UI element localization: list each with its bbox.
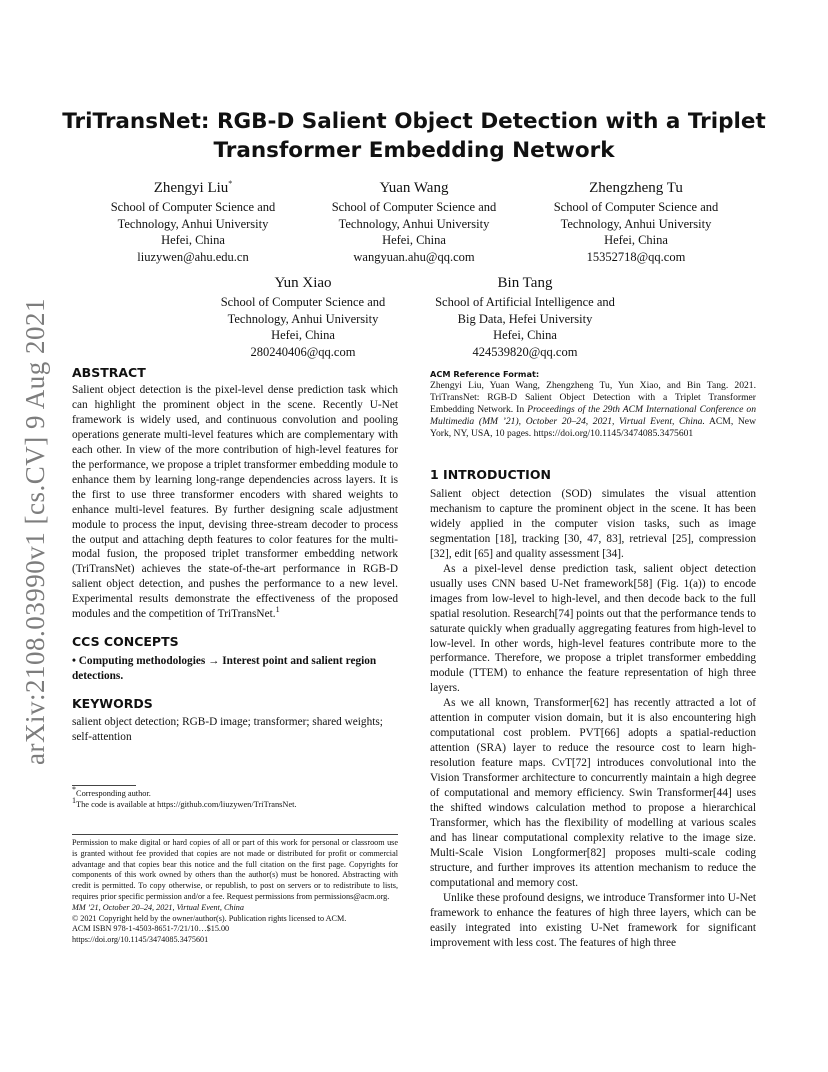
abstract-text: Salient object detection is the pixel-level dense prediction task which can highlight the prominent object in the scene. Recently U-Net framework is widely used, and continuous convolution and pooling operations generate multi-level features which are complementary with each other. In view of the more contribution of high-level features for the performance, we propose a triplet transformer embedding module to enhance them by learning long-range dependencies across layers. It is the first to use three transformer encoders with shared weights to enhance multi-level features. By further designing scale adjustment module to process the input, devising three-stream decoder to process the output and attaching depth features to color features for the multi-modal fusion, the proposed triplet transformer embedding network (TriTransNet) achieves the state-of-the-art performance in RGB-D salient object detection, and pushes the performance to a new level. Experimental results demonstrate the effectiveness of the proposed modules and the competition of TriTransNet.$^1$ [72, 384, 398, 621]
author-affiliation: School of Computer Science and [553, 200, 719, 214]
author-affiliation: Technology, Anhui University [338, 216, 490, 231]
abstract-heading: ABSTRACT [72, 365, 146, 380]
author-block [529, 179, 743, 265]
keywords-text: salient object detection; RGB-D image; transformer; shared weights; self-attention [72, 716, 383, 744]
author-location: Hefei, China [271, 328, 335, 342]
footnote-mark: 1 [275, 605, 280, 615]
author-name: Yun Xiao [274, 275, 332, 291]
author-email[interactable]: 15352718@qq.com [586, 249, 686, 264]
author-email[interactable]: 280240406@qq.com [250, 344, 356, 359]
author-email[interactable]: liuzywen@ahu.edu.cn [137, 249, 249, 264]
intro-paragraph: As a pixel-level dense prediction task, salient object detection usually uses CNN based U-Net framework[58] (Fig. 1(a)) to encode images from low-level to high-level, and then decode back to the full spatial resolution. Research[74] points out that the performance tends to saturate quickly when gradually aggregating features from high-level to low-level. In other words, high-level features contribute more to the performance. Therefore, we propose a triplet transformer embedding module (TTEM) to enhance the feature representation of high three layers. [430, 562, 756, 695]
author-name: Bin Tang [497, 275, 553, 291]
intro-paragraph: As we all known, Transformer[62] has recently attracted a lot of attention in computer vision domain, but it is also encountering high computational cost problem. PVT[66] adopts a spatial-reduction attention (SRA) layer to reduce the resource cost to learn high-resolution feature maps. CvT[72] introduces convolutional into the Vision Transformer architecture to concurrently maintain a high degree of computational and memory efficiency. Swin Transformer[44] uses the shifted windows calculation method to propose a hierarchical Transformer, which has the flexibility of modelling at various scales and has linear computational complexity relative to the image size. Multi-Scale Vision Longformer[82] proposes multi-scale coding structure, and further improves its attention mechanism to reduce the computational and memory cost. [430, 697, 756, 889]
author-block [415, 274, 635, 360]
right-column [430, 467, 756, 951]
title-line-2: Transformer Embedding Network [213, 138, 615, 163]
author-location: Hefei, China [604, 233, 668, 247]
author-location: Hefei, China [382, 233, 446, 247]
author-affiliation: School of Computer Science and [110, 200, 276, 214]
author-affiliation: Big Data, Hefei University [457, 311, 593, 326]
footnotes [72, 785, 398, 810]
acm-reference-text: Zhengyi Liu, Yuan Wang, Zhengzheng Tu, Yun Xiao, and Bin Tang. 2021. TriTransNet: RGB-D Salient Object Detection with a Triplet Transformer Embedding Network. In Proceedings of the 29th ACM International Conference on Multimedia (MM ’21), October 20–24, 2021, Virtual Event, China. ACM, New York, NY, USA, 10 pages. https://doi.org/10.1145/3474085.3475601 [430, 380, 757, 439]
introduction-heading: 1 INTRODUCTION [430, 467, 551, 482]
permission-rule [72, 834, 398, 835]
permission-block [72, 838, 398, 946]
author-name: Zhengyi Liu [153, 180, 229, 196]
author-affiliation: Technology, Anhui University [227, 311, 379, 326]
author-affiliation: School of Computer Science and [331, 200, 497, 214]
author-block [86, 179, 300, 265]
keywords-heading: KEYWORDS [72, 696, 153, 712]
author-block [196, 274, 410, 360]
author-affiliation: Technology, Anhui University [560, 216, 712, 231]
permission-text: Permission to make digital or hard copies of all or part of this work for personal or classroom use is granted without fee provided that copies are not made or distributed for profit or commercial advantage and that copies bear this notice and the full citation on the first page. Copyrights for components of this work owned by others than the author(s) must be honored. Abstracting with credit is permitted. To copy otherwise, or republish, to post on servers or to redistribute to lists, requires prior specific permission and/or a fee. Request permissions from permissions@acm.org. [72, 838, 398, 901]
intro-paragraph: Salient object detection (SOD) simulates the visual attention mechanism to capture the prominent object in the scene. It has been widely applied in the computer vision tasks, such as image segmentation [18], tracking [30, 47, 83], retrieval [25], compression [32], edit [65] and quality assessment [34]. [430, 488, 756, 560]
author-email[interactable]: 424539820@qq.com [472, 344, 578, 359]
ccs-concept-item: • Computing methodologies → Interest point and salient region detections. [72, 655, 377, 683]
footnote-rule [72, 785, 136, 786]
conference-venue: MM ’21, October 20–24, 2021, Virtual Event, China [72, 902, 244, 912]
corresponding-mark: * [228, 179, 233, 188]
author-affiliation: Technology, Anhui University [117, 216, 269, 231]
isbn-line: ACM ISBN 978-1-4503-8651-7/21/10…$15.00 [72, 924, 230, 934]
title-line-1: TriTransNet: RGB-D Salient Object Detection with a Triplet [62, 109, 766, 134]
ccs-heading: CCS CONCEPTS [72, 634, 179, 650]
acm-reference [430, 368, 756, 440]
doi-link[interactable]: https://doi.org/10.1145/3474085.3475601 [72, 935, 209, 945]
author-location: Hefei, China [493, 328, 557, 342]
author-affiliation: School of Artificial Intelligence and [435, 295, 615, 309]
author-name: Zhengzheng Tu [589, 180, 683, 196]
copyright-line: © 2021 Copyright held by the owner/author(s). Publication rights licensed to ACM. [72, 913, 347, 923]
footnote-item: *Corresponding author. [72, 785, 151, 798]
author-name: Yuan Wang [379, 180, 449, 196]
author-location: Hefei, China [161, 233, 225, 247]
author-block [307, 179, 521, 265]
footnote-item: $^1$The code is available at https://github.com/liuzywen/TriTransNet. [72, 795, 297, 809]
acm-reference-heading: ACM Reference Format: [430, 369, 540, 379]
left-column [72, 365, 398, 745]
paper-title [60, 107, 768, 165]
intro-paragraph: Unlike these profound designs, we introduce Transformer into U-Net framework to enhance the features of high three layers, which can be easily integrated into existing U-Net framework for significant improvement with less cost. The features of high three [430, 891, 756, 949]
author-email[interactable]: wangyuan.ahu@qq.com [353, 249, 475, 264]
author-affiliation: School of Computer Science and [220, 295, 386, 309]
arxiv-stamp: arXiv:2108.03990v1 [cs.CV] 9 Aug 2021 [20, 298, 50, 765]
